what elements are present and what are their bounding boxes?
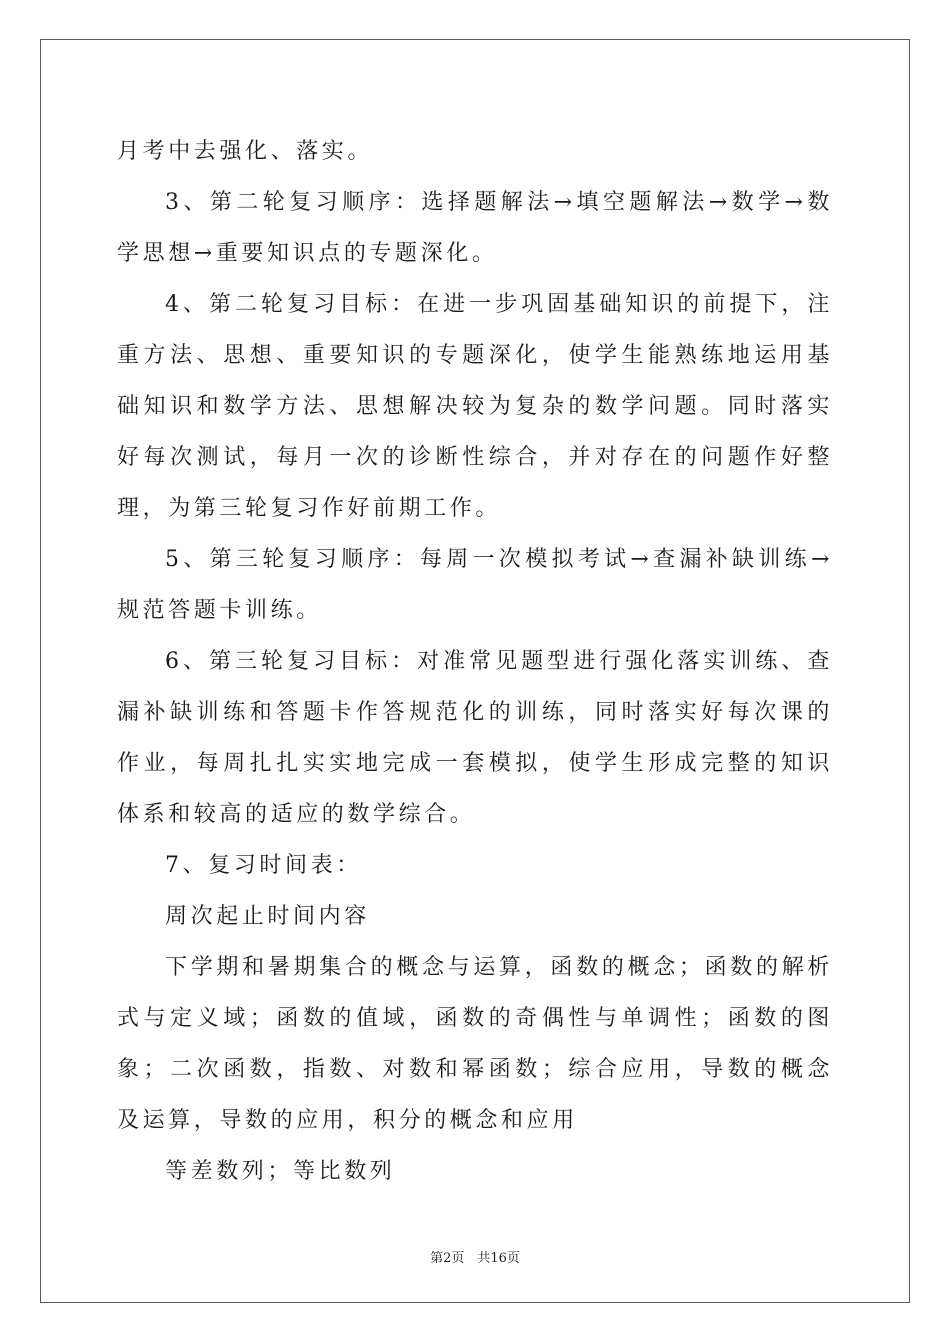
paragraph-item-4: 4、第二轮复习目标：在进一步巩固基础知识的前提下，注重方法、思想、重要知识的专题深化，使学生能熟练地运用基础知识和数学方法、思想解决较为复杂的数学问题。同时落实好每次测试，每月一次的诊断性综合，并对存在的问题作好整理，为第三轮复习作好前期工作。 [117,292,833,521]
paragraph-item-7: 7、复习时间表： [165,853,362,878]
paragraph-continuation: 月考中去强化、落实。 [117,139,374,164]
paragraph-item-3: 3、第二轮复习顺序：选择题解法→填空题解法→数学→数学思想→重要知识点的专题深化。 [117,190,833,266]
page-number-footer: 第2页 共16页 [430,1251,520,1266]
schedule-header: 周次起止时间内容 [165,904,370,929]
schedule-sequences: 等差数列；等比数列 [165,1159,396,1184]
document-body [117,126,833,1197]
paragraph-item-6: 6、第三轮复习目标：对准常见题型进行强化落实训练、查漏补缺训练和答题卡作答规范化的训练，同时落实好每次课的作业，每周扎扎实实地完成一套模拟，使学生形成完整的知识体系和较高的适应的数学综合。 [117,649,833,827]
schedule-content: 下学期和暑期集合的概念与运算，函数的概念；函数的解析式与定义域；函数的值域，函数的奇偶性与单调性；函数的图象；二次函数，指数、对数和幂函数；综合应用，导数的概念及运算，导数的应用，积分的概念和应用 [117,955,833,1133]
paragraph-item-5: 5、第三轮复习顺序：每周一次模拟考试→查漏补缺训练→规范答题卡训练。 [117,547,833,623]
